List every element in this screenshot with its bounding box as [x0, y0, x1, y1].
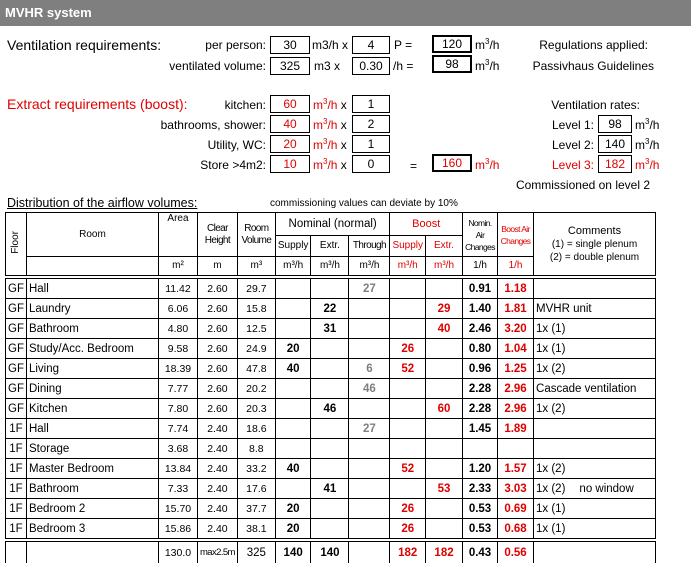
cell-clear-height: 2.40	[197, 499, 237, 519]
cell-room-volume: 33.2	[237, 459, 275, 479]
cell-nominal-ac: 0.96	[463, 359, 498, 379]
sheet-title: MVHR system	[0, 0, 691, 26]
cell-room-volume: 29.7	[237, 279, 275, 299]
cell-area: 3.68	[158, 439, 197, 459]
extract-bath-label: bathrooms, shower:	[160, 118, 266, 132]
cell-boost-ac: 0.69	[498, 499, 534, 519]
cell-comment	[534, 399, 656, 419]
cell-through: 6	[349, 359, 390, 379]
cell-room-volume: 18.6	[237, 419, 275, 439]
header-boost-supply: Supply	[390, 236, 426, 257]
comment-text: 1x (2)	[536, 462, 566, 475]
cell-supply	[275, 299, 311, 319]
cell-comment	[534, 339, 656, 359]
cell-comment	[534, 499, 656, 519]
cell-boost-extract	[426, 339, 463, 359]
level1-unit: $m^3/h$	[635, 117, 660, 132]
per-person-label: per person:	[205, 38, 266, 52]
level2-unit: $m^3/h$	[635, 137, 660, 152]
cell-through: 46	[349, 379, 390, 399]
header-room-volume: Room Volume	[237, 213, 275, 257]
persons-eq: P =	[394, 38, 413, 52]
total-comments	[534, 542, 656, 563]
cell-room-name: Bathroom	[26, 479, 158, 499]
total-extract: 140	[311, 542, 349, 563]
comment-text: 1x (1)	[536, 502, 566, 515]
cell-nominal-ac: 2.46	[463, 319, 498, 339]
table-row	[6, 279, 656, 299]
cell-nominal-ac: 0.53	[463, 499, 498, 519]
cell-area: 7.74	[158, 419, 197, 439]
extract-utility-value[interactable]: 20	[270, 135, 310, 153]
cell-clear-height: 2.60	[197, 319, 237, 339]
cell-comment	[534, 459, 656, 479]
comment-text: Cascade ventilation	[536, 382, 637, 395]
cell-comment	[534, 479, 656, 499]
cell-through	[349, 519, 390, 539]
cell-area: 7.80	[158, 399, 197, 419]
distribution-label: Distribution of the airflow volumes:	[7, 196, 198, 210]
extract-kitchen-unit: $m^3/h$ x	[313, 97, 347, 112]
cell-boost-extract	[426, 359, 463, 379]
cell-nominal-ac	[463, 439, 498, 459]
cell-nominal-ac: 1.40	[463, 299, 498, 319]
cell-comment	[534, 439, 656, 459]
cell-clear-height: 2.60	[197, 399, 237, 419]
cell-through: 27	[349, 279, 390, 299]
cell-boost-extract: 29	[426, 299, 463, 319]
cell-boost-ac: 1.89	[498, 419, 534, 439]
comment-text: 1x (2)	[536, 402, 566, 415]
total-boost-extract: 182	[426, 542, 463, 563]
cell-room-volume: 20.2	[237, 379, 275, 399]
cell-area: 4.80	[158, 319, 197, 339]
cell-boost-ac: 3.20	[498, 319, 534, 339]
extract-store-count[interactable]: 0	[352, 155, 390, 173]
cell-room-volume: 37.7	[237, 499, 275, 519]
unit-boost-ac: 1/h	[498, 257, 534, 276]
cell-room-name: Master Bedroom	[26, 459, 158, 479]
cell-boost-supply	[390, 319, 426, 339]
cell-floor: GF	[6, 279, 27, 299]
cell-comment	[534, 319, 656, 339]
cell-boost-extract	[426, 439, 463, 459]
level3-label: Level 3:	[551, 158, 594, 172]
cell-boost-supply: 52	[390, 459, 426, 479]
extract-utility-unit: $m^3/h$ x	[313, 137, 347, 152]
cell-nominal-ac: 2.33	[463, 479, 498, 499]
cell-clear-height: 2.40	[197, 439, 237, 459]
extract-bath-count[interactable]: 2	[352, 115, 390, 133]
unit-height: m	[197, 257, 237, 276]
cell-supply	[275, 379, 311, 399]
cell-room-name: Bedroom 2	[26, 499, 158, 519]
total-volume: 325	[237, 542, 275, 563]
level3-value: 182	[598, 155, 632, 173]
total-supply: 140	[275, 542, 311, 563]
cell-supply	[275, 399, 311, 419]
table-row	[6, 299, 656, 319]
extract-utility-label: Utility, WC:	[207, 138, 266, 152]
unit-supply: m³/h	[275, 257, 311, 276]
cell-boost-extract: 40	[426, 319, 463, 339]
level2-value: 140	[598, 135, 632, 153]
extract-eq: =	[410, 159, 418, 173]
header-boost: Boost	[390, 213, 463, 236]
cell-supply: 20	[275, 339, 311, 359]
cell-nominal-ac: 2.28	[463, 379, 498, 399]
cell-boost-ac: 1.04	[498, 339, 534, 359]
cell-boost-extract	[426, 499, 463, 519]
extract-total-unit: $m^3/h$	[475, 157, 500, 172]
header-room: Room	[26, 213, 158, 257]
cell-boost-supply	[390, 399, 426, 419]
cell-extract	[311, 379, 349, 399]
cell-comment	[534, 359, 656, 379]
cell-floor: GF	[6, 319, 27, 339]
cell-boost-supply	[390, 479, 426, 499]
header-nominal: Nominal (normal)	[275, 213, 390, 236]
cell-extract: 46	[311, 399, 349, 419]
cell-floor: 1F	[6, 479, 27, 499]
cell-comment	[534, 519, 656, 539]
cell-clear-height: 2.40	[197, 519, 237, 539]
extract-kitchen-label: kitchen:	[224, 98, 266, 112]
unit-boost-extract: m³/h	[426, 257, 463, 276]
cell-room-volume: 24.9	[237, 339, 275, 359]
cell-supply	[275, 479, 311, 499]
cell-room-name: Bedroom 3	[26, 519, 158, 539]
cell-room-volume: 12.5	[237, 319, 275, 339]
comment-extra: no window	[579, 482, 634, 495]
ventilation-rates-label: Ventilation rates:	[551, 98, 640, 112]
table-row	[6, 439, 656, 459]
total-boost-supply: 182	[390, 542, 426, 563]
cell-comment	[534, 279, 656, 299]
level1-label: Level 1:	[551, 118, 594, 132]
extract-bath-value[interactable]: 40	[270, 115, 310, 133]
total-per-person: 120	[432, 35, 472, 53]
commissioning-note: commissioning values can deviate by 10%	[270, 198, 458, 209]
level2-label: Level 2:	[551, 138, 594, 152]
cell-boost-supply	[390, 439, 426, 459]
unit-area: m²	[158, 257, 197, 276]
ventilated-volume-value[interactable]: 325	[270, 57, 310, 75]
table-row	[6, 379, 656, 399]
total-height: max2.5m	[197, 542, 237, 563]
cell-nominal-ac: 2.28	[463, 399, 498, 419]
cell-room-volume: 15.8	[237, 299, 275, 319]
comment-text: MVHR unit	[536, 302, 592, 315]
cell-floor: GF	[6, 379, 27, 399]
table-row	[6, 419, 656, 439]
cell-extract	[311, 519, 349, 539]
cell-room-name: Study/Acc. Bedroom	[26, 339, 158, 359]
per-person-value[interactable]: 30	[270, 36, 310, 54]
table-row	[6, 479, 656, 499]
unit-boost-supply: m³/h	[390, 257, 426, 276]
cell-boost-ac	[498, 439, 534, 459]
cell-boost-supply: 52	[390, 359, 426, 379]
cell-supply	[275, 319, 311, 339]
total-per-volume: 98	[432, 55, 472, 73]
cell-boost-extract	[426, 419, 463, 439]
cell-boost-supply	[390, 299, 426, 319]
cell-boost-supply	[390, 279, 426, 299]
comment-text: 1x (2)	[536, 362, 566, 375]
extract-bath-unit: $m^3/h$ x	[313, 117, 347, 132]
cell-supply: 20	[275, 519, 311, 539]
header-boost-air-changes: Boost Air Changes	[498, 213, 534, 257]
cell-clear-height: 2.60	[197, 339, 237, 359]
total-room	[26, 542, 158, 563]
cell-extract	[311, 439, 349, 459]
cell-room-name: Bathroom	[26, 319, 158, 339]
cell-room-name: Hall	[26, 419, 158, 439]
distribution-table	[5, 212, 656, 563]
cell-boost-extract: 53	[426, 479, 463, 499]
cell-boost-ac: 1.25	[498, 359, 534, 379]
cell-clear-height: 2.40	[197, 479, 237, 499]
cell-floor: GF	[6, 359, 27, 379]
cell-floor: 1F	[6, 419, 27, 439]
cell-area: 18.39	[158, 359, 197, 379]
level3-unit: $m^3/h$	[635, 157, 660, 172]
cell-comment	[534, 299, 656, 319]
cell-through	[349, 439, 390, 459]
header-extract: Extr.	[311, 236, 349, 257]
header-comments: Comments (1) = single plenum (2) = double plenum	[534, 213, 656, 276]
cell-comment	[534, 419, 656, 439]
table-row	[6, 339, 656, 359]
air-change-rate-value[interactable]: 0.30	[352, 57, 390, 75]
cell-extract	[311, 339, 349, 359]
cell-boost-supply	[390, 379, 426, 399]
cell-supply	[275, 439, 311, 459]
cell-floor: GF	[6, 339, 27, 359]
table-row	[6, 459, 656, 479]
cell-floor: GF	[6, 299, 27, 319]
cell-through	[349, 299, 390, 319]
regulations-label: Regulations applied:	[539, 38, 648, 52]
table-row	[6, 519, 656, 539]
cell-area: 7.33	[158, 479, 197, 499]
extract-total: 160	[432, 154, 472, 172]
cell-boost-extract	[426, 279, 463, 299]
cell-boost-extract	[426, 459, 463, 479]
unit-m3h-2: $m^3/h$	[475, 58, 500, 73]
cell-area: 13.84	[158, 459, 197, 479]
unit-extract: m³/h	[311, 257, 349, 276]
cell-boost-ac: 2.96	[498, 379, 534, 399]
cell-through	[349, 339, 390, 359]
cell-floor: 1F	[6, 459, 27, 479]
cell-area: 7.77	[158, 379, 197, 399]
cell-through	[349, 499, 390, 519]
comment-text: 1x (2)	[536, 482, 566, 495]
table-row	[6, 499, 656, 519]
cell-supply: 40	[275, 359, 311, 379]
total-through	[349, 542, 390, 563]
ventilated-volume-label: ventilated volume:	[169, 59, 266, 73]
cell-area: 11.42	[158, 279, 197, 299]
comment-text: 1x (1)	[536, 342, 566, 355]
unit-volume: m³	[237, 257, 275, 276]
cell-extract: 22	[311, 299, 349, 319]
cell-through	[349, 319, 390, 339]
unit-through: m³/h	[349, 257, 390, 276]
per-hour-eq: /h =	[393, 59, 414, 73]
cell-room-volume: 8.8	[237, 439, 275, 459]
cell-clear-height: 2.60	[197, 299, 237, 319]
cell-room-name: Dining	[26, 379, 158, 399]
cell-clear-height: 2.60	[197, 359, 237, 379]
extract-store-value[interactable]: 10	[270, 155, 310, 173]
cell-boost-supply: 26	[390, 519, 426, 539]
cell-floor: 1F	[6, 439, 27, 459]
cell-room-name: Living	[26, 359, 158, 379]
cell-nominal-ac: 0.53	[463, 519, 498, 539]
cell-boost-extract	[426, 519, 463, 539]
cell-extract	[311, 279, 349, 299]
header-floor: Floor	[6, 213, 27, 276]
cell-room-volume: 17.6	[237, 479, 275, 499]
cell-clear-height: 2.60	[197, 379, 237, 399]
cell-boost-ac: 3.03	[498, 479, 534, 499]
cell-supply: 40	[275, 459, 311, 479]
cell-extract: 41	[311, 479, 349, 499]
cell-through	[349, 459, 390, 479]
cell-nominal-ac: 0.80	[463, 339, 498, 359]
cell-room-volume: 38.1	[237, 519, 275, 539]
cell-boost-extract: 60	[426, 399, 463, 419]
cell-through	[349, 479, 390, 499]
cell-area: 9.58	[158, 339, 197, 359]
cell-extract: 31	[311, 319, 349, 339]
comment-text: 1x (1)	[536, 522, 566, 535]
cell-boost-supply: 26	[390, 339, 426, 359]
cell-room-volume: 20.3	[237, 399, 275, 419]
cell-boost-ac: 2.96	[498, 399, 534, 419]
persons-value[interactable]: 4	[352, 36, 390, 54]
unit-nominal-ac: 1/h	[463, 257, 498, 276]
comment-text: 1x (1)	[536, 322, 566, 335]
extract-store-unit: $m^3/h$ x	[313, 157, 347, 172]
unit-m3h-x: m3/h x	[312, 38, 349, 52]
unit-room	[26, 257, 158, 276]
cell-comment	[534, 379, 656, 399]
cell-boost-ac: 1.18	[498, 279, 534, 299]
cell-extract	[311, 359, 349, 379]
unit-m3-x: m3 x	[314, 59, 341, 73]
extract-kitchen-count[interactable]: 1	[352, 95, 390, 113]
header-clear-height: Clear Height	[197, 213, 237, 257]
cell-room-name: Laundry	[26, 299, 158, 319]
cell-clear-height: 2.40	[197, 459, 237, 479]
cell-room-name: Storage	[26, 439, 158, 459]
total-area: 130.0	[158, 542, 197, 563]
cell-boost-ac: 0.68	[498, 519, 534, 539]
extract-store-label: Store >4m2:	[200, 158, 266, 172]
cell-floor: 1F	[6, 499, 27, 519]
cell-boost-ac: 1.57	[498, 459, 534, 479]
cell-extract	[311, 419, 349, 439]
cell-supply: 20	[275, 499, 311, 519]
header-supply: Supply	[275, 236, 311, 257]
cell-area: 15.70	[158, 499, 197, 519]
commissioned-note: Commissioned on level 2	[515, 178, 650, 192]
unit-m3h: $m^3/h$	[475, 37, 500, 52]
extract-kitchen-value[interactable]: 60	[270, 95, 310, 113]
total-floor	[6, 542, 27, 563]
total-boost-ac: 0.56	[498, 542, 534, 563]
total-nominal-ac: 0.43	[463, 542, 498, 563]
cell-boost-supply: 26	[390, 499, 426, 519]
table-row	[6, 399, 656, 419]
table-row	[6, 319, 656, 339]
level1-value: 98	[598, 115, 632, 133]
header-nominal-air-changes: Nomin. Air Changes	[463, 213, 498, 257]
cell-floor: 1F	[6, 519, 27, 539]
cell-clear-height: 2.60	[197, 279, 237, 299]
cell-extract	[311, 499, 349, 519]
cell-extract	[311, 459, 349, 479]
cell-nominal-ac: 0.91	[463, 279, 498, 299]
cell-floor: GF	[6, 399, 27, 419]
cell-area: 6.06	[158, 299, 197, 319]
cell-boost-supply	[390, 419, 426, 439]
extract-requirements-label: Extract requirements (boost):	[7, 96, 188, 112]
regulations-value: Passivhaus Guidelines	[532, 59, 654, 73]
cell-through	[349, 399, 390, 419]
cell-through: 27	[349, 419, 390, 439]
cell-boost-extract	[426, 379, 463, 399]
cell-room-name: Hall	[26, 279, 158, 299]
cell-area: 15.86	[158, 519, 197, 539]
extract-utility-count[interactable]: 1	[352, 135, 390, 153]
cell-boost-ac: 1.81	[498, 299, 534, 319]
table-row	[6, 359, 656, 379]
ventilation-requirements-label: Ventilation requirements:	[7, 37, 162, 53]
cell-room-volume: 47.8	[237, 359, 275, 379]
cell-supply	[275, 419, 311, 439]
header-through: Through	[349, 236, 390, 257]
cell-nominal-ac: 1.20	[463, 459, 498, 479]
cell-supply	[275, 279, 311, 299]
header-area: Area	[158, 213, 197, 257]
cell-room-name: Kitchen	[26, 399, 158, 419]
header-boost-extract: Extr.	[426, 236, 463, 257]
cell-clear-height: 2.40	[197, 419, 237, 439]
cell-nominal-ac: 1.45	[463, 419, 498, 439]
